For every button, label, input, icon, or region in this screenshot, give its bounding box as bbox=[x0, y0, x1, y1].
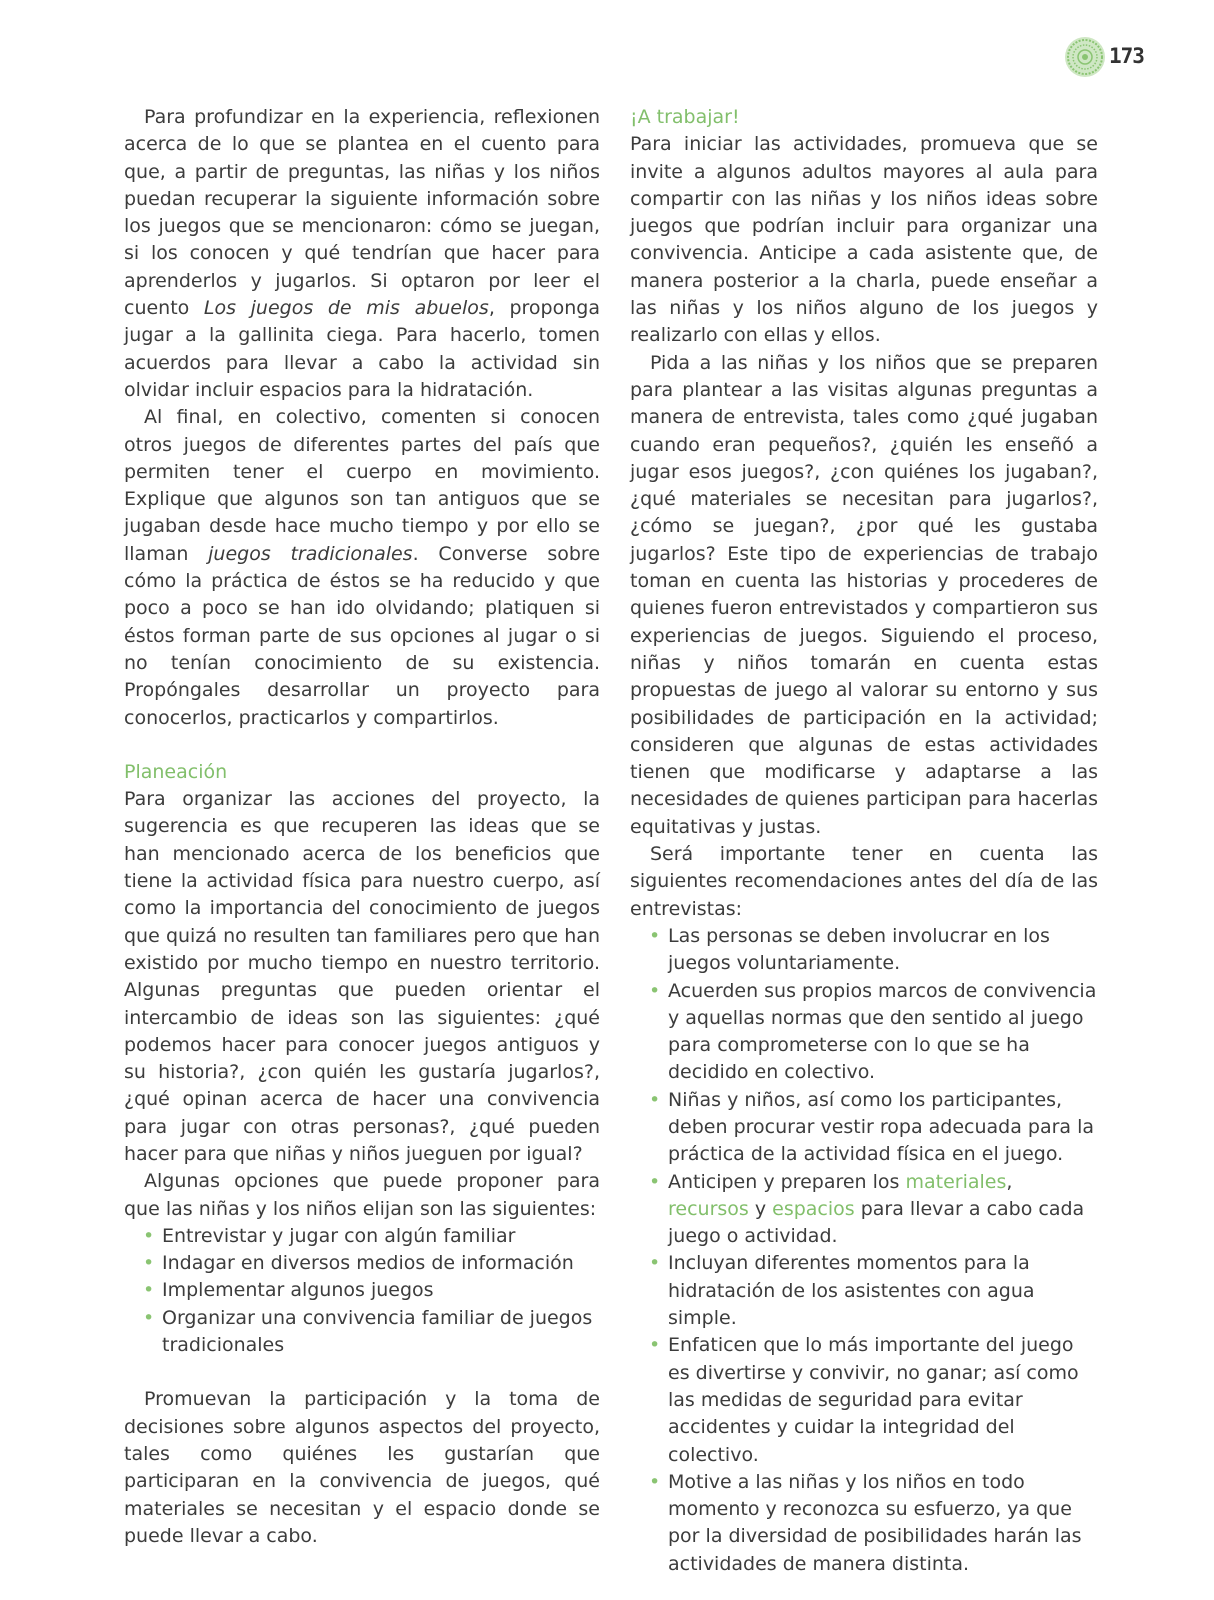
recommendations-list bbox=[630, 923, 1098, 1578]
list-item: • Organizar una convivencia familiar de juegos tradicionales bbox=[124, 1305, 600, 1360]
list-item: • Anticipen y preparen los materiales, recursos y espacios para llevar a cabo cada juego o actividad. bbox=[630, 1169, 1098, 1251]
list-item: • Implementar algunos juegos bbox=[124, 1277, 600, 1304]
list-item: • Incluyan diferentes momentos para la hidratación de los asistentes con agua simple. bbox=[630, 1250, 1098, 1332]
left-paragraph-3: Para organizar las acciones del proyecto, la sugerencia es que recuperen las ideas que se han mencionado acerca de los beneficios que tiene la actividad física para nuestro cuerpo, así como la importancia del conocimiento de juegos que quizá no resulten tan familiares pero que han existido por mucho tiempo en nuestro territorio. Algunas preguntas que pueden orientar el intercambio de ideas son las siguientes: ¿qué podemos hacer para conocer juegos antiguos y su historia?, ¿con quién les gustaría jugarlos?, ¿qué opinan acerca de hacer una convivencia para jugar con otras personas?, ¿qué pueden hacer para que niñas y niños jueguen por igual? bbox=[124, 788, 600, 1165]
link-espacios: espacios bbox=[772, 1197, 855, 1220]
section-heading-a-trabajar: ¡A trabajar! bbox=[630, 106, 740, 128]
seal-icon bbox=[1064, 36, 1106, 78]
list-item: • Entrevistar y jugar con algún familiar bbox=[124, 1223, 600, 1250]
right-paragraph-2: Pida a las niñas y los niños que se preparen para plantear a las visitas algunas preguntas a manera de entrevista, tales como ¿qué jugaban cuando eran pequeños?, ¿quién les enseñó a jugar esos juegos?, ¿con quiénes los jugaban?, ¿qué materiales se necesitan para jugarlos?, ¿cómo se juegan?, ¿por qué les gustaba jugarlos? Este tipo de experiencias de trabajo toman en cuenta las historias y procederes de quienes fueron entrevistados y compartieron sus experiencias de juegos. Siguiendo el proceso, niñas y niños tomarán en cuenta estas propuestas de juego al valorar su entorno y sus posibilidades de participación en la actividad; consideren que algunas de estas actividades tienen que modificarse y adaptarse a las necesidades de quienes participan para hacerlas equitativas y justas. bbox=[630, 351, 1098, 838]
left-paragraph-4: Algunas opciones que puede proponer para que las niñas y los niños elijan son las siguientes: bbox=[124, 1170, 600, 1220]
list-item: • Acuerden sus propios marcos de convivencia y aquellas normas que den sentido al juego para comprometerse con lo que se ha decidido en colectivo. bbox=[630, 978, 1098, 1087]
list-item: • Las personas se deben involucrar en los juegos voluntariamente. bbox=[630, 923, 1098, 978]
link-materiales: materiales bbox=[905, 1170, 1007, 1193]
right-paragraph-1: Para iniciar las actividades, promueva que se invite a algunos adultos mayores al aula para compartir con las niñas y los niños ideas sobre juegos que podrían incluir para organizar una convivencia. Anticipe a cada asistente que, de manera posterior a la charla, puede enseñar a las niñas y los niños alguno de los juegos y realizarlo con ellas y ellos. bbox=[630, 133, 1098, 347]
left-column bbox=[124, 104, 600, 1550]
list-item: • Enfaticen que lo más importante del juego es divertirse y convivir, no ganar; así como las medidas de seguridad para evitar accidentes y cuidar la integridad del colectivo. bbox=[630, 1332, 1098, 1468]
section-heading-planeacion: Planeación bbox=[124, 760, 228, 783]
left-paragraph-1: Para profundizar en la experiencia, reflexionen acerca de lo que se plantea en el cuento para que, a partir de preguntas, las niñas y los niños puedan recuperar la siguiente información sobre los juegos que se mencionaron: cómo se juegan, si los conocen y qué tendrían que hacer para aprenderlos y jugarlos. Si optaron por leer el cuento Los juegos de mis abuelos, proponga jugar a la gallinita ciega. Para hacerlo, tomen acuerdos para llevar a cabo la actividad sin olvidar incluir espacios para la hidratación. bbox=[124, 106, 600, 401]
list-item: • Motive a las niñas y los niños en todo momento y reconozca su esfuerzo, ya que por la diversidad de posibilidades harán las actividades de manera distinta. bbox=[630, 1469, 1098, 1578]
right-column bbox=[630, 104, 1098, 1578]
left-paragraph-2: Al final, en colectivo, comenten si conocen otros juegos de diferentes partes del país que permiten tener el cuerpo en movimiento. Explique que algunos son tan antiguos que se jugaban desde hace mucho tiempo y por ello se llaman juegos tradicionales. Converse sobre cómo la práctica de éstos se ha reducido y que poco a poco se han ido olvidando; platiquen si éstos forman parte de sus opciones al jugar o si no tenían conocimiento de su existencia. Propóngales desarrollar un proyecto para conocerlos, practicarlos y compartirlos. bbox=[124, 406, 601, 729]
page-number: 173 bbox=[1109, 44, 1144, 68]
options-list bbox=[124, 1223, 600, 1359]
left-paragraph-5: Promuevan la participación y la toma de decisiones sobre algunos aspectos del proyecto, tales como quiénes les gustarían que participaran en la convivencia de juegos, qué materiales se necesitan y el espacio donde se puede llevar a cabo. bbox=[124, 1388, 600, 1547]
link-recursos: recursos bbox=[668, 1197, 749, 1220]
list-item: • Niñas y niños, así como los participantes, deben procurar vestir ropa adecuada para la práctica de la actividad física en el juego. bbox=[630, 1087, 1098, 1169]
right-paragraph-3: Será importante tener en cuenta las siguientes recomendaciones antes del día de las entrevistas: bbox=[630, 843, 1098, 920]
list-item: • Indagar en diversos medios de información bbox=[124, 1250, 600, 1277]
